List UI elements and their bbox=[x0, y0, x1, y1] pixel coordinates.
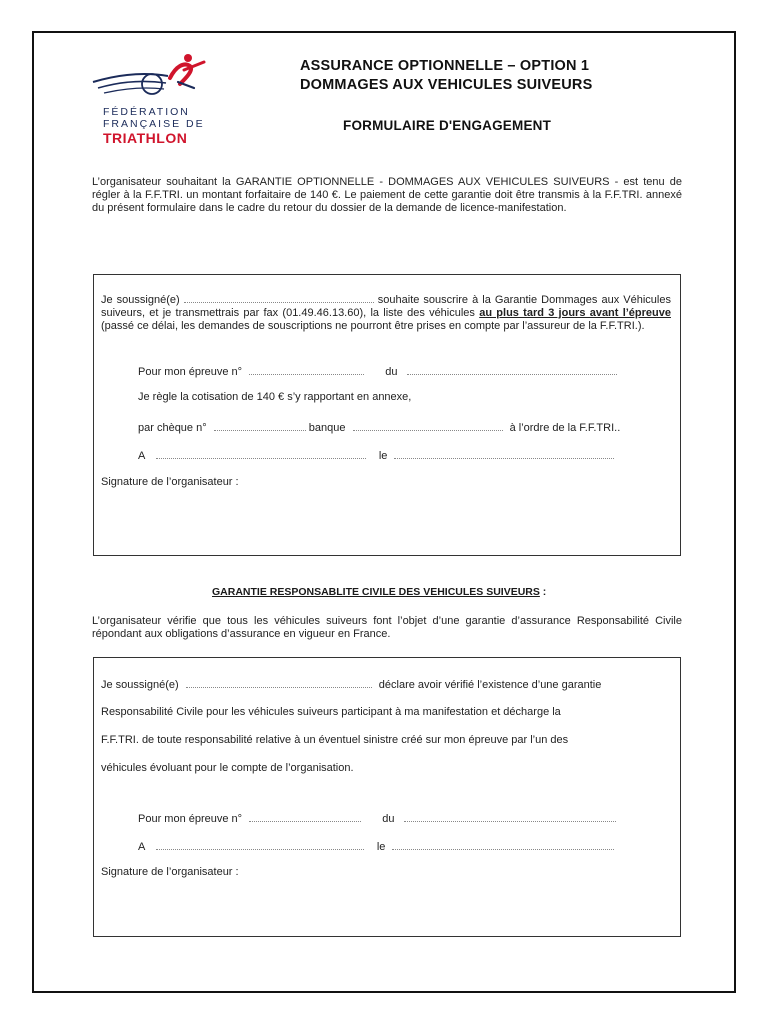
form1-place-field[interactable] bbox=[156, 448, 366, 459]
rc-form-box bbox=[93, 657, 681, 937]
form2-date2-field[interactable] bbox=[392, 839, 614, 850]
rc-heading-suffix: : bbox=[539, 586, 547, 598]
form2-line-2: Responsabilité Civile pour les véhicules suiveurs participant à ma manifestation et décharge la bbox=[101, 706, 561, 718]
form2-place-row bbox=[138, 839, 614, 853]
rc-paragraph: L’organisateur vérifie que tous les véhicules suiveurs font l’objet d’une garantie d’assurance Responsabilité Civile répondant aux obligations d’assurance en vigueur en France. bbox=[92, 615, 682, 640]
form1-le-label: le bbox=[378, 450, 388, 462]
title-line-2: DOMMAGES AUX VEHICULES SUIVEURS bbox=[300, 77, 593, 93]
intro-paragraph: L’organisateur souhaitant la GARANTIE OPTIONNELLE - DOMMAGES AUX VEHICULES SUIVEURS - est tenu de régler à la F.F.TRI. un montant forfaitaire de 140 €. Le paiement de cette garantie doit être transmis à la F.F.TRI. annexé du présent formulaire dans le cadre du retour du dossier de la demande de licence-manifestation. bbox=[92, 176, 682, 214]
form2-signature-label: Signature de l’organisateur : bbox=[101, 866, 239, 878]
form1-paragraph bbox=[101, 292, 671, 333]
form2-epreuve-row bbox=[138, 811, 616, 825]
form1-cheque-row bbox=[138, 420, 620, 434]
form1-date-field[interactable] bbox=[407, 364, 617, 375]
form2-place-field[interactable] bbox=[156, 839, 364, 850]
logo-line-2: FRANÇAISE DE bbox=[103, 118, 205, 130]
form1-du-label: du bbox=[385, 366, 398, 378]
form1-epreuve-label: Pour mon épreuve n° bbox=[138, 366, 243, 378]
form1-text: souhaite souscrire à la Garantie Dommages aux Véhicules suiveurs, et je transmettrais par fax (01.49.46.13.60), la liste des véhicules bbox=[101, 294, 671, 319]
form-title: FORMULAIRE D'ENGAGEMENT bbox=[343, 118, 552, 133]
form1-text-end: (passé ce délai, les demandes de souscriptions ne pourront être prises en compte par l’assureur de la F.F.TRI.). bbox=[101, 320, 645, 332]
form1-banque-label: banque bbox=[308, 422, 346, 434]
form1-cheque-field[interactable] bbox=[214, 420, 306, 431]
rc-section-heading bbox=[212, 586, 546, 598]
form1-epreuve-row bbox=[138, 364, 617, 378]
form2-name-field[interactable] bbox=[186, 677, 372, 688]
form2-soussigne-label: Je soussigné(e) bbox=[101, 679, 179, 691]
form2-epreuve-label: Pour mon épreuve n° bbox=[138, 813, 243, 825]
form1-name-field[interactable] bbox=[184, 292, 374, 303]
form2-line-3: F.F.TRI. de toute responsabilité relative à un éventuel sinistre créé sur mon épreuve par l’un des bbox=[101, 734, 569, 746]
title-line-1: ASSURANCE OPTIONNELLE – OPTION 1 bbox=[300, 58, 590, 74]
form2-a-label: A bbox=[138, 841, 145, 853]
form2-date-field[interactable] bbox=[404, 811, 616, 822]
form2-epreuve-field[interactable] bbox=[249, 811, 361, 822]
ffti-logo bbox=[90, 48, 220, 148]
form1-date2-field[interactable] bbox=[394, 448, 614, 459]
form1-a-label: A bbox=[138, 450, 145, 462]
rc-heading-text: GARANTIE RESPONSABLITE CIVILE DES VEHICULES SUIVEURS bbox=[212, 586, 540, 598]
form2-line-4: véhicules évoluant pour le compte de l’organisation. bbox=[101, 762, 354, 774]
form2-du-label: du bbox=[382, 813, 395, 825]
form1-banque-field[interactable] bbox=[353, 420, 503, 431]
form1-place-row bbox=[138, 448, 614, 462]
form1-cheque-label: par chèque n° bbox=[138, 422, 207, 434]
form2-line1-after: déclare avoir vérifié l’existence d’une garantie bbox=[378, 679, 602, 691]
form1-deadline-bold: au plus tard 3 jours avant l’épreuve bbox=[479, 307, 671, 319]
triathlon-figure-icon bbox=[90, 48, 220, 108]
form1-epreuve-field[interactable] bbox=[249, 364, 364, 375]
form2-line-1 bbox=[101, 677, 601, 691]
form1-signature-label: Signature de l’organisateur : bbox=[101, 476, 239, 488]
logo-line-1: FÉDÉRATION bbox=[103, 106, 190, 118]
form1-cotisation: Je règle la cotisation de 140 € s’y rapportant en annexe, bbox=[138, 391, 412, 403]
logo-brand: TRIATHLON bbox=[103, 130, 188, 146]
form1-soussigne-label: Je soussigné(e) bbox=[101, 294, 180, 306]
form1-ordre-label: à l’ordre de la F.F.TRI.. bbox=[509, 422, 621, 434]
form2-le-label: le bbox=[376, 841, 386, 853]
